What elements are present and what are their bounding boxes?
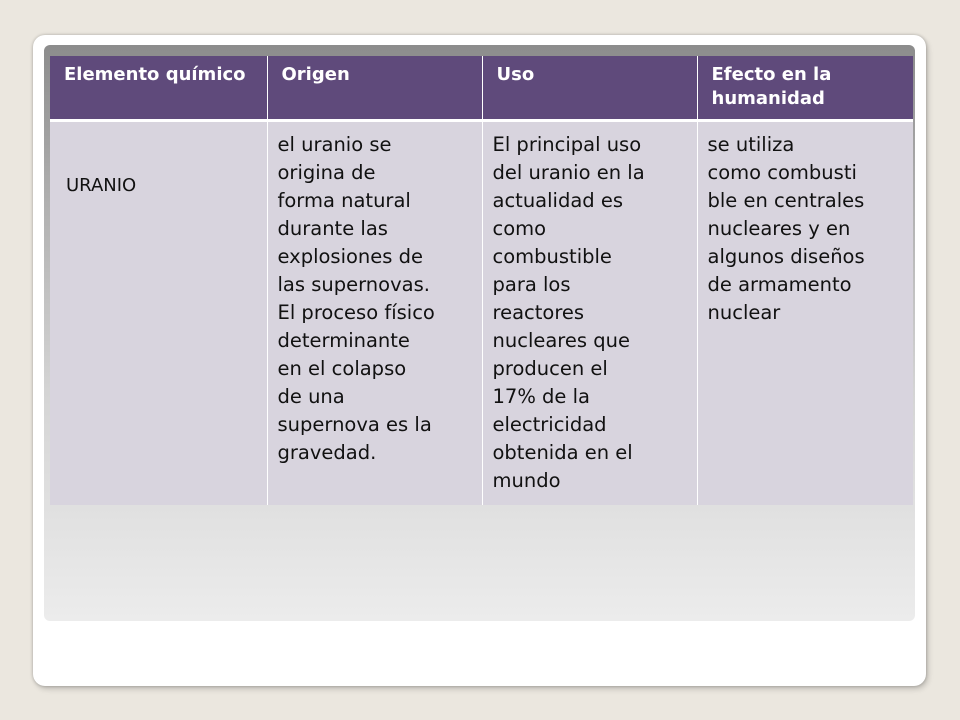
cell-efecto-text: se utiliza como combusti ble en centrales nucleares y en algunos diseños de armamento nuclear <box>707 133 865 324</box>
header-uso: Uso <box>482 56 697 121</box>
cell-efecto <box>697 121 913 506</box>
header-elemento-quimico: Elemento químico <box>50 56 267 121</box>
header-efecto-en-la-humanidad: Efecto en la humanidad <box>697 56 913 121</box>
cell-origen-text: el uranio se origina de forma natural durante las explosiones de las supernovas. El proceso físico determinante en el colapso de una supernova es la gravedad. <box>277 133 435 464</box>
table-row <box>50 121 913 506</box>
cell-elemento-text: URANIO <box>66 175 137 196</box>
cell-uso-text: El principal uso del uranio en la actualidad es como combustible para los reactores nucleares que producen el 17% de la electricidad obtenida en el mundo <box>492 133 645 492</box>
cell-elemento <box>50 121 267 506</box>
content-panel <box>44 45 915 621</box>
data-table <box>50 56 913 505</box>
header-origen: Origen <box>267 56 482 121</box>
cell-origen <box>267 121 482 506</box>
table-header-row <box>50 56 913 121</box>
cell-uso <box>482 121 697 506</box>
slide <box>33 35 926 686</box>
